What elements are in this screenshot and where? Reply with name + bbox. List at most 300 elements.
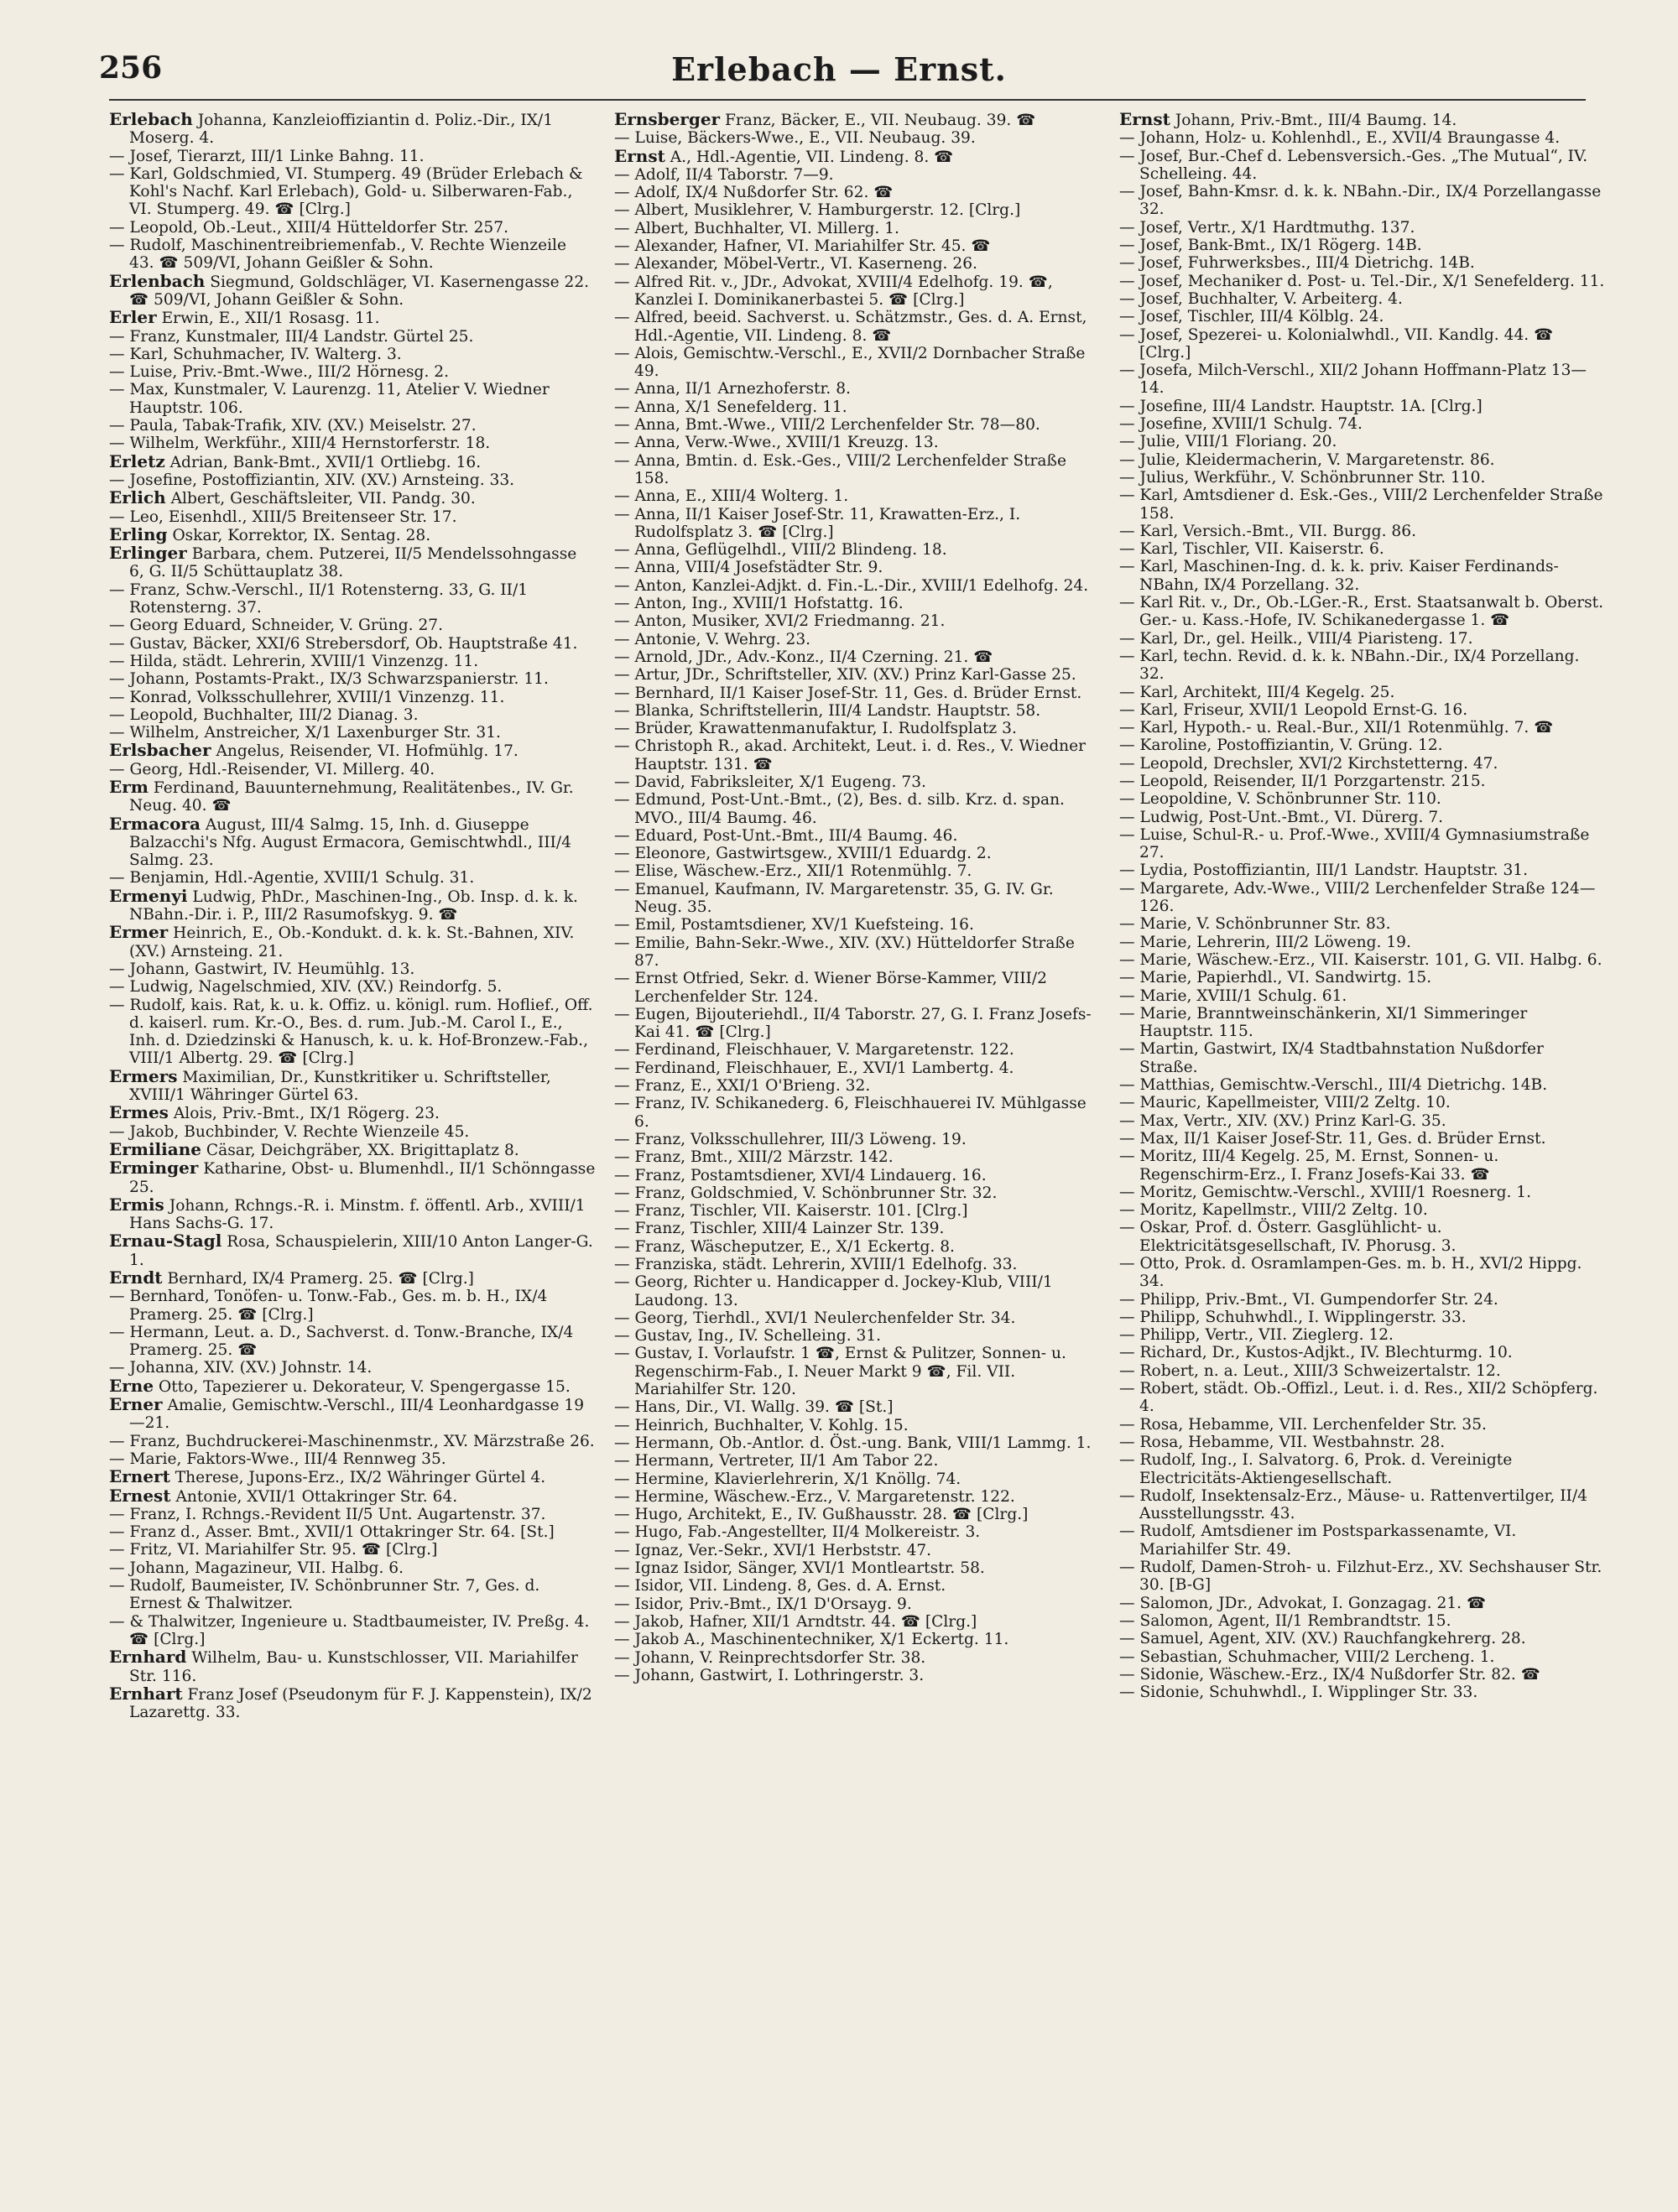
directory-entry	[1119, 1040, 1606, 1076]
directory-entry	[109, 219, 596, 237]
entry-text: — Karl, Amtsdiener d. Esk.-Ges., VIII/2 Lerchenfelder Straße 158.	[1119, 487, 1603, 523]
entry-text: — Marie, Wäschew.-Erz., VII. Kaiserstr. 101, G. VII. Halbg. 6.	[1119, 950, 1602, 969]
entry-text: Rosa, Schauspielerin, XIII/10 Anton Langer-G. 1.	[129, 1233, 593, 1269]
entry-text: — Karoline, Postoffiziantin, V. Grüng. 12.	[1119, 736, 1443, 755]
entry-text: — Moritz, III/4 Kegelg. 25, M. Ernst, Sonnen- u. Regenschirm-Erz., I. Franz Josefs-Kai 33. ☎	[1119, 1148, 1499, 1184]
directory-entry	[109, 1487, 596, 1506]
entry-text: — Ignaz, Ver.-Sekr., XVI/1 Herbststr. 47.	[614, 1541, 932, 1559]
entry-text: — Hermann, Ob.-Antlor. d. Öst.-ung. Bank, VIII/1 Lammg. 1.	[614, 1434, 1092, 1452]
directory-entry	[1119, 861, 1606, 879]
directory-entry	[109, 761, 596, 778]
entry-text: Barbara, chem. Putzerei, II/5 Mendelssohngasse 6, G. II/5 Schüttauplatz 38.	[129, 545, 577, 581]
entry-text: — Leopoldine, V. Schönbrunner Str. 110.	[1119, 790, 1441, 809]
directory-entry	[109, 815, 596, 870]
entry-text: — Robert, n. a. Leut., XIII/3 Schweizertalstr. 12.	[1119, 1361, 1501, 1380]
directory-entry	[1119, 415, 1606, 433]
entry-text: — Marie, Papierhdl., VI. Sandwirtg. 15.	[1119, 969, 1432, 987]
directory-entry	[1119, 1309, 1606, 1326]
entry-text: — David, Fabriksleiter, X/1 Eugeng. 73.	[614, 773, 926, 791]
directory-entry	[614, 1542, 1101, 1559]
entry-text: — Albert, Buchhalter, VI. Millerg. 1.	[614, 219, 899, 237]
directory-entry	[614, 1577, 1101, 1595]
entry-text: Ludwig, PhDr., Maschinen-Ing., Ob. Insp. d. k. k. NBahn.-Dir. i. P., III/2 Rasumofskyg. 9. ☎	[129, 887, 578, 924]
entry-text: — Sebastian, Schuhmacher, VIII/2 Lercheng. 1.	[1119, 1647, 1495, 1666]
directory-entry	[1119, 790, 1606, 808]
entry-text: — Franz, Goldschmied, V. Schönbrunner Str. 32.	[614, 1184, 998, 1202]
directory-entry	[614, 1506, 1101, 1523]
entry-text: Maximilian, Dr., Kunstkritiker u. Schriftsteller, XVIII/1 Währinger Gürtel 63.	[129, 1068, 551, 1105]
directory-entry	[1119, 398, 1606, 415]
entry-text: — Franz, Schw.-Verschl., II/1 Rotensterng. 33, G. II/1 Rotensterng. 37.	[109, 580, 529, 617]
entry-text: — Anna, X/1 Senefelderg. 11.	[614, 398, 847, 416]
entry-text: — Bernhard, Tonöfen- u. Tonw.-Fab., Ges. m. b. H., IX/4 Pramerg. 25. ☎ [Clrg.]	[109, 1288, 548, 1324]
directory-entry	[614, 1184, 1101, 1202]
entry-text: — Sidonie, Schuhwhdl., I. Wipplinger Str. 33.	[1119, 1684, 1478, 1702]
entry-text: — Rosa, Hebamme, VII. Lerchenfelder Str. 35.	[1119, 1415, 1487, 1434]
entry-text: — Ernst Otfried, Sekr. d. Wiener Börse-Kammer, VIII/2 Lerchenfelder Str. 124.	[614, 970, 1047, 1006]
directory-entry	[109, 508, 596, 526]
entry-text: — Johann, V. Reinprechtsdorfer Str. 38.	[614, 1648, 926, 1667]
entry-text: Otto, Tapezierer u. Dekorateur, V. Spengergasse 15.	[158, 1377, 571, 1396]
directory-entry	[1119, 1112, 1606, 1130]
entry-text: — Emil, Postamtsdiener, XV/1 Kuefsteing. 16.	[614, 916, 974, 934]
directory-entry	[109, 581, 596, 617]
entry-text: — Benjamin, Hdl.-Agentie, XVIII/1 Schulg. 31.	[109, 869, 475, 887]
directory-entry	[614, 380, 1101, 398]
entry-text: Angelus, Reisender, VI. Hofmühlg. 17.	[216, 742, 519, 761]
directory-entry	[614, 862, 1101, 880]
entry-text: — Marie, Lehrerin, III/2 Löweng. 19.	[1119, 933, 1411, 951]
entry-text: — Josef, Tierarzt, III/1 Linke Bahng. 11.	[109, 147, 425, 165]
entry-text: — Bernhard, II/1 Kaiser Josef-Str. 11, Ges. d. Brüder Ernst.	[614, 684, 1082, 702]
entry-text: — Franz, Bmt., XIII/2 Märzstr. 142.	[614, 1148, 894, 1167]
entry-text: — Mauric, Kapellmeister, VIII/2 Zeltg. 10.	[1119, 1094, 1451, 1112]
directory-entry	[109, 1232, 596, 1269]
directory-entry	[614, 506, 1101, 542]
directory-entry	[1119, 1005, 1606, 1041]
directory-entry	[614, 612, 1101, 630]
entry-text: — Anton, Musiker, XVI/2 Friedmanng. 21.	[614, 612, 946, 631]
entry-text: — Rudolf, Maschinentreibriemenfab., V. Rechte Wienzeile 43. ☎ 509/VI, Johann Geißler & Sohn.	[109, 237, 566, 273]
entry-text: — Karl, Friseur, XVII/1 Leopold Ernst-G. 16.	[1119, 700, 1468, 719]
directory-entry	[109, 1559, 596, 1577]
directory-entry	[109, 689, 596, 706]
directory-entry	[614, 1434, 1101, 1452]
entry-text: — Josef, Bahn-Kmsr. d. k. k. NBahn.-Dir., IX/4 Porzellangasse 32.	[1119, 183, 1602, 219]
directory-entry	[614, 720, 1101, 737]
page-title: Erlebach — Ernst.	[671, 50, 1007, 88]
entry-text: — Georg, Richter u. Handicapper d. Jockey-Klub, VIII/1 Laudong. 13.	[614, 1273, 1053, 1309]
entry-text: — Ignaz Isidor, Sänger, XVI/1 Montleartstr. 58.	[614, 1559, 985, 1578]
directory-entry	[109, 544, 596, 581]
directory-entry	[109, 363, 596, 381]
entry-text: — Konrad, Volksschullehrer, XVIII/1 Vinzenzg. 11.	[109, 688, 505, 706]
entry-text: Johann, Rchngs.-R. i. Minstm. f. öffentl. Arb., XVIII/1 Hans Sachs-G. 17.	[129, 1196, 586, 1233]
entry-text: — Ludwig, Nagelschmied, XIV. (XV.) Reindorfg. 5.	[109, 978, 503, 997]
entry-text: — Johann, Gastwirt, I. Lothringerstr. 3.	[614, 1666, 925, 1684]
entry-text: — Ferdinand, Fleischhauer, E., XVI/1 Lambertg. 4.	[614, 1059, 1014, 1077]
entry-text: — Emilie, Bahn-Sekr.-Wwe., XIV. (XV.) Hütteldorfer Straße 87.	[614, 934, 1075, 970]
entry-text: — Rudolf, Ing., I. Salvatorg. 6, Prok. d. Vereinigte Electricitäts-Aktiengesellschaft.	[1119, 1451, 1513, 1487]
entry-text: — Hilda, städt. Lehrerin, XVIII/1 Vinzenzg. 11.	[109, 652, 479, 670]
entry-text: — Salomon, JDr., Advokat, I. Gonzagag. 21. ☎	[1119, 1594, 1487, 1612]
entry-text: — Anna, Bmt.-Wwe., VIII/2 Lerchenfelder Str. 78—80.	[614, 416, 1040, 435]
entry-text: — Leopold, Ob.-Leut., XIII/4 Hütteldorfer Str. 257.	[109, 218, 508, 237]
directory-entry	[109, 1648, 596, 1685]
entry-text: — Franz, Buchdruckerei-Maschinenmstr., XV. Märzstraße 26.	[109, 1432, 595, 1450]
entry-text: — Hermine, Klavierlehrerin, X/1 Knöllg. 74.	[614, 1470, 961, 1488]
directory-entry	[614, 577, 1101, 595]
directory-entry	[109, 270, 596, 310]
directory-entry	[1119, 1684, 1606, 1701]
page-number: 256	[99, 50, 163, 86]
entry-text: Heinrich, E., Ob.-Kondukt. d. k. k. St.-Bahnen, XIV. (XV.) Arnsteing. 21.	[129, 924, 575, 960]
directory-entry	[614, 791, 1101, 827]
entry-surname: Erling	[109, 523, 168, 544]
entry-surname: Ernhart	[109, 1683, 183, 1704]
entry-text: Siegmund, Goldschläger, VI. Kasernengasse 22. ☎ 509/VI, Johann Geißler & Sohn.	[129, 273, 590, 309]
entry-text: — Leopold, Reisender, II/1 Porzgartenstr. 215.	[1119, 772, 1486, 790]
entry-text: — Ferdinand, Fleischhauer, V. Margaretenstr. 122.	[614, 1041, 1014, 1059]
directory-entry	[614, 1131, 1101, 1148]
entry-text: — Jakob, Buchbinder, V. Rechte Wienzeile 45.	[109, 1122, 470, 1141]
directory-entry	[614, 145, 1101, 166]
directory-entry	[109, 1196, 596, 1233]
directory-entry	[1119, 951, 1606, 969]
directory-entry	[1119, 1326, 1606, 1344]
entry-text: — Eduard, Post-Unt.-Bmt., III/4 Baumg. 46.	[614, 826, 958, 845]
directory-entry	[1119, 915, 1606, 933]
entry-text: — Anna, Verw.-Wwe., XVIII/1 Kreuzg. 13.	[614, 434, 939, 452]
entry-text: — Julie, VIII/1 Floriang. 20.	[1119, 433, 1337, 451]
entry-surname: Ernest	[109, 1485, 171, 1506]
directory-entry	[1119, 1559, 1606, 1595]
directory-entry	[614, 1559, 1101, 1577]
entry-text: — Julie, Kleidermacherin, V. Margaretenstr. 86.	[1119, 450, 1495, 469]
entry-text: Johanna, Kanzleioffiziantin d. Poliz.-Dir., IX/1 Moserg. 4.	[129, 112, 554, 148]
directory-entry	[1119, 1648, 1606, 1666]
entry-text: — Richard, Dr., Kustos-Adjkt., IV. Blechturmg. 10.	[1119, 1344, 1513, 1362]
entry-text: — Josef, Tischler, III/4 Kölblg. 24.	[1119, 308, 1384, 326]
directory-entry	[1119, 254, 1606, 272]
column-3	[1119, 111, 1606, 2183]
entry-text: — Leo, Eisenhdl., XIII/5 Breitenseer Str. 17.	[109, 507, 457, 526]
entry-surname: Erm	[109, 776, 149, 797]
directory-entry	[1119, 1201, 1606, 1219]
directory-entry	[109, 1396, 596, 1433]
entry-surname: Ernert	[109, 1466, 170, 1487]
entry-text: — Julius, Werkführ., V. Schönbrunner Str. 110.	[1119, 468, 1486, 487]
directory-entry	[614, 648, 1101, 666]
entry-text: — Alois, Gemischtw.-Verschl., E., XVII/2 Dornbacher Straße 49.	[614, 344, 1086, 381]
directory-entry	[109, 724, 596, 742]
directory-entry	[1119, 826, 1606, 862]
directory-entry	[614, 452, 1101, 488]
entry-text: — Max, II/1 Kaiser Josef-Str. 11, Ges. d. Brüder Ernst.	[1119, 1129, 1546, 1148]
entry-surname: Erner	[109, 1394, 163, 1415]
entry-surname: Erlebach	[109, 111, 193, 129]
directory-entry	[1119, 308, 1606, 325]
entry-text: — Marie, Branntweinschänkerin, XI/1 Simmeringer Hauptstr. 115.	[1119, 1004, 1528, 1041]
directory-entry	[1119, 1666, 1606, 1684]
directory-entry	[614, 1041, 1101, 1059]
entry-text: — Rudolf, kais. Rat, k. u. k. Offiz. u. königl. rum. Hoflief., Off. d. kaiserl. rum. Kr.-O., Bes. d. rum. Jub.-M. Carol I., E., Inh. d. Dziedzinski & Hanusch, k. u. k. Hof-Bronzew.-Fab., VIII/1 Albertg. 29. ☎ [Clrg.]	[109, 996, 593, 1068]
directory-entry	[614, 255, 1101, 273]
directory-entry	[614, 1523, 1101, 1541]
directory-entry	[614, 666, 1101, 684]
directory-entry	[614, 970, 1101, 1006]
directory-entry	[109, 523, 596, 544]
directory-entry	[1119, 523, 1606, 540]
entry-text: Adrian, Bank-Bmt., XVII/1 Ortliebg. 16.	[169, 453, 482, 471]
directory-entry	[109, 309, 596, 327]
directory-entry	[614, 1667, 1101, 1684]
directory-entry	[614, 1148, 1101, 1166]
directory-entry	[614, 184, 1101, 201]
entry-text: Antonie, XVII/1 Ottakringer Str. 64.	[175, 1487, 458, 1506]
directory-entry	[614, 1470, 1101, 1488]
directory-entry	[1119, 487, 1606, 523]
directory-entry	[1119, 1630, 1606, 1647]
directory-entry	[614, 916, 1101, 934]
directory-entry	[109, 471, 596, 489]
directory-entry	[614, 845, 1101, 862]
directory-entry	[614, 434, 1101, 451]
directory-entry	[614, 737, 1101, 773]
entry-text: — Anna, VIII/4 Josefstädter Str. 9.	[614, 559, 883, 577]
entry-text: — Edmund, Post-Unt.-Bmt., (2), Bes. d. silb. Krz. d. span. MVO., III/4 Baumg. 46.	[614, 791, 1065, 827]
entry-text: — Karl, Hypoth.- u. Real.-Bur., XII/1 Rotenmühlg. 7. ☎	[1119, 719, 1554, 737]
directory-entry	[614, 1398, 1101, 1416]
entry-text: — Philipp, Vertr., VII. Zieglerg. 12.	[1119, 1326, 1394, 1345]
entry-surname: Ermacora	[109, 813, 201, 834]
entry-text: — & Thalwitzer, Ingenieure u. Stadtbaumeister, IV. Preßg. 4. ☎ [Clrg.]	[109, 1612, 590, 1648]
entry-text: — Josef, Bur.-Chef d. Lebensversich.-Ges. „The Mutual“, IV. Schelleing. 44.	[1119, 147, 1588, 183]
directory-entry	[614, 559, 1101, 576]
directory-entry	[1119, 237, 1606, 254]
entry-text: — Johann, Magazineur, VII. Halbg. 6.	[109, 1559, 404, 1577]
entry-text: — Josef, Buchhalter, V. Arbeiterg. 4.	[1119, 289, 1403, 308]
entry-surname: Ernsberger	[614, 111, 721, 129]
entry-text: — Ludwig, Post-Unt.-Bmt., VI. Dürerg. 7.	[1119, 808, 1444, 826]
entry-text: — Johann, Gastwirt, IV. Heumühlg. 13.	[109, 960, 415, 978]
entry-text: A., Hdl.-Agentie, VII. Lindeng. 8. ☎	[670, 148, 954, 166]
entry-text: — Josef, Spezerei- u. Kolonialwhdl., VII. Kandlg. 44. ☎ [Clrg.]	[1119, 325, 1554, 362]
directory-entry	[109, 997, 596, 1068]
entry-text: — Luise, Bäckers-Wwe., E., VII. Neubaug. 39.	[614, 129, 976, 148]
directory-entry	[614, 1077, 1101, 1095]
entry-text: Erwin, E., XII/1 Rosasg. 11.	[161, 310, 380, 328]
directory-entry	[109, 450, 596, 471]
directory-entry	[1119, 1184, 1606, 1201]
directory-entry	[1119, 1612, 1606, 1630]
entry-text: — Josef, Bank-Bmt., IX/1 Rögerg. 14B.	[1119, 237, 1422, 255]
entry-text: — Samuel, Agent, XIV. (XV.) Rauchfangkehrerg. 28.	[1119, 1630, 1526, 1648]
entry-text: — Anna, E., XIII/4 Wolterg. 1.	[614, 487, 849, 506]
entry-text: — Alexander, Möbel-Vertr., VI. Kaserneng. 26.	[614, 255, 977, 273]
directory-entry	[1119, 630, 1606, 648]
entry-text: Albert, Geschäftsleiter, VII. Pandg. 30.	[170, 490, 476, 508]
column-2	[614, 111, 1101, 2183]
directory-entry	[614, 1095, 1101, 1131]
directory-entry	[109, 1541, 596, 1559]
entry-text: — Franz, Tischler, VII. Kaiserstr. 101. [Clrg.]	[614, 1202, 968, 1221]
directory-entry	[109, 1468, 596, 1486]
entry-text: — Karl, Tischler, VII. Kaiserstr. 6.	[1119, 540, 1384, 559]
column-1	[109, 111, 596, 2183]
directory-entry	[614, 881, 1101, 917]
directory-entry	[1119, 684, 1606, 701]
entry-text: — Heinrich, Buchhalter, V. Kohlg. 15.	[614, 1416, 909, 1434]
entry-text: — Marie, Faktors-Wwe., III/4 Rennweg 35.	[109, 1450, 446, 1468]
directory-entry	[614, 1202, 1101, 1220]
directory-entry	[1119, 148, 1606, 184]
directory-entry	[109, 1577, 596, 1613]
entry-text: — Marie, XVIII/1 Schulg. 61.	[1119, 986, 1347, 1005]
entry-text: — Anna, Geflügelhdl., VIII/2 Blindeng. 18.	[614, 541, 947, 560]
entry-text: — Paula, Tabak-Trafik, XIV. (XV.) Meiselstr. 27.	[109, 417, 477, 435]
entry-surname: Ermer	[109, 922, 169, 943]
entry-text: — Franz, Wäscheputzer, E., X/1 Eckertg. 8.	[614, 1237, 955, 1256]
directory-entry	[1119, 1362, 1606, 1380]
entry-text: — Georg Eduard, Schneider, V. Grüng. 27.	[109, 617, 444, 635]
entry-text: — Hugo, Fab.-Angestellter, II/4 Molkereistr. 3.	[614, 1523, 981, 1542]
directory-entry	[1119, 111, 1606, 129]
entry-text: — Josef, Fuhrwerksbes., III/4 Dietrichg. 14B.	[1119, 254, 1475, 273]
directory-entry	[109, 1324, 596, 1360]
directory-entry	[1119, 1219, 1606, 1255]
entry-text: — Georg, Tierhdl., XVI/1 Neulerchenfelder Str. 34.	[614, 1309, 1016, 1327]
directory-entry	[1119, 433, 1606, 450]
directory-entry	[1119, 1255, 1606, 1291]
directory-entry	[1119, 1451, 1606, 1487]
directory-entry	[109, 1433, 596, 1450]
entry-text: — Alfred Rit. v., JDr., Advokat, XVIII/4 Edelhofg. 19. ☎, Kanzlei I. Dominikanerbastei 5. ☎ [Clrg.]	[614, 273, 1053, 309]
directory-entry	[614, 487, 1101, 505]
entry-text: — Franz, I. Rchngs.-Revident II/5 Unt. Augartenstr. 37.	[109, 1505, 546, 1523]
directory-entry	[1119, 1148, 1606, 1184]
directory-entry	[109, 417, 596, 435]
directory-entry	[109, 670, 596, 688]
directory-entry	[1119, 969, 1606, 986]
entry-surname: Ermes	[109, 1102, 169, 1123]
directory-entry	[1119, 701, 1606, 719]
directory-entry	[109, 1288, 596, 1324]
directory-entry	[1119, 558, 1606, 594]
directory-entry	[1119, 1130, 1606, 1148]
entry-text: — Antonie, V. Wehrg. 23.	[614, 630, 811, 648]
directory-entry	[1119, 1416, 1606, 1434]
entry-text: Oskar, Korrektor, IX. Sentag. 28.	[172, 526, 431, 544]
entry-surname: Erlich	[109, 487, 166, 508]
directory-entry	[1119, 719, 1606, 736]
entry-text: — Max, Kunstmaler, V. Laurenzg. 11, Atelier V. Wiedner Hauptstr. 106.	[109, 381, 550, 417]
entry-text: — Otto, Prok. d. Osramlampen-Ges. m. b. H., XVI/2 Hippg. 34.	[1119, 1255, 1582, 1291]
entry-text: — Franz, IV. Schikanederg. 6, Fleischhauerei IV. Mühlgasse 6.	[614, 1095, 1087, 1131]
directory-entry	[1119, 362, 1606, 398]
page-header	[0, 50, 1678, 101]
directory-entry	[109, 237, 596, 273]
entry-text: — Karl, Maschinen-Ing. d. k. k. priv. Kaiser Ferdinands-NBahn, IX/4 Porzellang. 32.	[1119, 558, 1559, 594]
entry-text: — Emanuel, Kaufmann, IV. Margaretenstr. 35, G. IV. Gr. Neug. 35.	[614, 880, 1054, 917]
directory-entry	[614, 166, 1101, 184]
entry-text: Cäsar, Deichgräber, XX. Brigittaplatz 8.	[206, 1141, 519, 1159]
entry-text: — Elise, Wäschew.-Erz., XII/1 Rotenmühlg. 7.	[614, 862, 972, 881]
entry-text: August, III/4 Salmg. 15, Inh. d. Giuseppe Balzacchi's Nfg. August Ermacora, Gemischtwhdl., III/4 Salmg. 23.	[129, 815, 571, 870]
directory-entry	[109, 706, 596, 724]
entry-surname: Ernst	[1119, 111, 1170, 129]
entry-surname: Erndt	[109, 1267, 163, 1288]
directory-entry	[614, 1631, 1101, 1648]
entry-text: — Franz, E., XXI/1 O'Brieng. 32.	[614, 1077, 871, 1096]
directory-entry	[109, 887, 596, 924]
entry-text: — Wilhelm, Werkführ., XIII/4 Hernstorferstr. 18.	[109, 435, 491, 453]
directory-entry	[1119, 934, 1606, 951]
directory-entry	[614, 1220, 1101, 1237]
entry-text: — Rudolf, Damen-Stroh- u. Filzhut-Erz., XV. Sechshauser Str. 30. [B-G]	[1119, 1559, 1602, 1595]
directory-entry	[614, 345, 1101, 381]
directory-entry	[614, 541, 1101, 559]
entry-text: — Josefine, III/4 Landstr. Hauptstr. 1A. [Clrg.]	[1119, 397, 1483, 415]
entry-text: — Salomon, Agent, II/1 Rembrandtstr. 15.	[1119, 1611, 1451, 1630]
entry-text: — Anton, Kanzlei-Adjkt. d. Fin.-L.-Dir., XVIII/1 Edelhofg. 24.	[614, 576, 1089, 595]
entry-text: Ferdinand, Bauunternehmung, Realitätenbes., IV. Gr. Neug. 40. ☎	[129, 778, 574, 815]
directory-entry	[1119, 183, 1606, 219]
directory-entry	[614, 1256, 1101, 1273]
entry-text: — Franz, Volksschullehrer, III/3 Löweng. 19.	[614, 1130, 967, 1148]
directory-entry	[1119, 1380, 1606, 1416]
entry-text: — Josefine, Postoffiziantin, XIV. (XV.) Arnsteing. 33.	[109, 471, 515, 489]
entry-text: — Karl, Goldschmied, VI. Stumperg. 49 (Brüder Erlebach & Kohl's Nachf. Karl Erlebach), Gold- u. Silberwaren-Fab., VI. Stumperg. 49. ☎ [Clrg.]	[109, 164, 583, 219]
directory-entry	[1119, 648, 1606, 684]
entry-surname: Erminger	[109, 1158, 199, 1179]
directory-entry	[109, 617, 596, 634]
directory-entry	[109, 489, 596, 507]
directory-entry	[614, 631, 1101, 648]
entry-surname: Ernhard	[109, 1647, 187, 1668]
entry-text: Amalie, Gemischtw.-Verschl., III/4 Leonhardgasse 19—21.	[129, 1397, 585, 1433]
entry-text: — Josefine, XVIII/1 Schulg. 74.	[1119, 415, 1363, 434]
directory-entry	[1119, 1094, 1606, 1111]
directory-entry	[614, 1006, 1101, 1042]
directory-entry	[109, 111, 596, 148]
entry-text: — Isidor, VII. Lindeng. 8, Ges. d. A. Ernst.	[614, 1577, 946, 1595]
entry-text: — Karl, Versich.-Bmt., VII. Burgg. 86.	[1119, 522, 1416, 540]
entry-text: — Karl, Schuhmacher, IV. Walterg. 3.	[109, 345, 402, 363]
directory-entry	[614, 1309, 1101, 1327]
directory-entry	[614, 273, 1101, 310]
entry-text: — Hugo, Architekt, E., IV. Gußhausstr. 28. ☎ [Clrg.]	[614, 1506, 1029, 1524]
entry-text: Alois, Priv.-Bmt., IX/1 Rögerg. 23.	[173, 1105, 440, 1123]
directory-entry	[109, 165, 596, 219]
entry-text: — Eugen, Bijouteriehdl., II/4 Taborstr. 27, G. I. Franz Josefs-Kai 41. ☎ [Clrg.]	[614, 1005, 1092, 1042]
entry-text: — Gustav, I. Vorlaufstr. 1 ☎, Ernst & Pulitzer, Sonnen- u. Regenschirm-Fab., I. Neuer Markt 9 ☎, Fil. VII. Mariahilfer Str. 120.	[614, 1345, 1066, 1399]
entry-text: — Rudolf, Insektensalz-Erz., Mäuse- u. Rattenvertilger, II/4 Ausstellungsstr. 43.	[1119, 1486, 1587, 1523]
directory-entry	[614, 1059, 1101, 1077]
entry-text: — Johann, Postamts-Prakt., IX/3 Schwarzspanierstr. 11.	[109, 670, 549, 689]
directory-entry	[614, 1273, 1101, 1309]
directory-entry	[1119, 987, 1606, 1005]
directory-entry	[614, 827, 1101, 845]
entry-text: — Marie, V. Schönbrunner Str. 83.	[1119, 915, 1391, 934]
directory-entry	[614, 684, 1101, 702]
entry-text: — Josef, Vertr., X/1 Hardtmuthg. 137.	[1119, 218, 1415, 237]
directory-entry	[614, 416, 1101, 434]
directory-entry	[1119, 469, 1606, 487]
directory-entry	[1119, 290, 1606, 308]
entry-text: — Isidor, Priv.-Bmt., IX/1 D'Orsayg. 9.	[614, 1595, 912, 1613]
directory-entry	[109, 742, 596, 760]
